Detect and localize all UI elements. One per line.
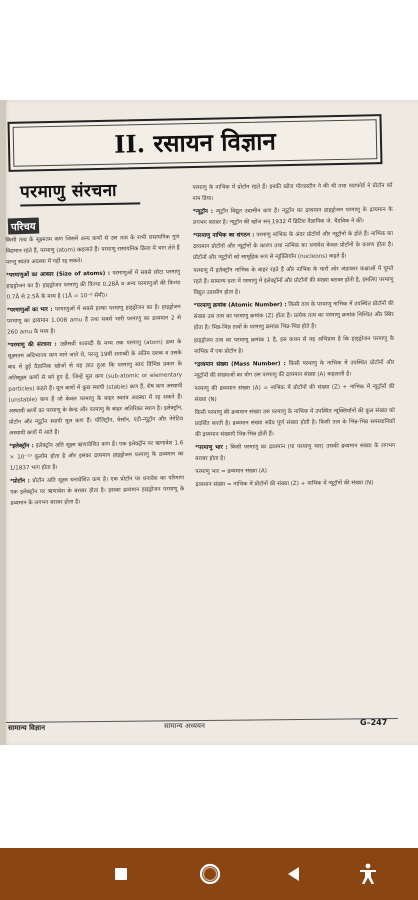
section-underline xyxy=(20,202,140,206)
paragraph xyxy=(193,264,393,299)
paragraph-body: प्रोटॉन अति सूक्ष्म धनावेशित कण है। एक प्रोटॉन पर धनावेश का परिमाण एक इलेक्ट्रॉन पर ऋणावेश के बराबर होता है। इसका द्रव्यमान हाइड्रोजन परमाणु के द्रव्यमान के लगभग बराबर होता है। xyxy=(10,475,185,507)
paragraph-body: परमाणु में इलेक्ट्रॉन नाभिक के बाहर रहते हैं और नाभिक के चारों ओर अंडाकार कक्षाओं में घूमते रहते हैं। सामान्य दशा में परमाणु में इलेक्ट्रॉनों और प्रोटॉनों की संख्या बराबर होती है, इसलिए परमाणु विद्युत उदासीन होता है। xyxy=(193,265,394,297)
paragraph-heading: *परमाणु की संरचना : xyxy=(7,341,57,349)
paragraph-body: किसी परमाणु का द्रव्यमान (या परमाणु भार) उसकी द्रव्यमान संख्या के लगभग बराबर होता है। xyxy=(195,442,396,463)
accessibility-icon xyxy=(352,858,384,890)
paragraph xyxy=(194,299,394,334)
paragraph xyxy=(9,438,184,474)
paragraph-heading: *परमाणु भार : xyxy=(195,444,228,452)
right-column-text xyxy=(192,181,395,493)
paragraph-body: परमाणु की द्रव्यमान संख्या (A) = नाभिक में प्रोटॉनों की संख्या (Z) + नाभिक में न्यूट्रॉनों की संख्या (N) xyxy=(194,383,395,404)
page-spine xyxy=(0,100,6,745)
footer-book-title: सामान्य अध्ययन xyxy=(164,722,205,730)
paragraph-heading: *न्यूट्रॉन : xyxy=(192,208,214,216)
accessibility-button[interactable] xyxy=(352,858,384,890)
paragraph xyxy=(195,465,395,478)
paragraph xyxy=(195,441,395,465)
paragraph-body: परमाणुओं में सबसे हल्का परमाणु हाइड्रोजन का है। हाइड्रोजन परमाणु का द्रव्यमान 1.008 amu है तथा सबसे भारी परमाणु का द्रव्यमान 2 से 260 amu के मध्य है। xyxy=(6,304,182,336)
paragraph-heading: *परमाणु क्रमांक (Atomic Number) : xyxy=(193,302,287,310)
section-heading-text: परमाणु संरचना xyxy=(19,180,118,203)
paragraph-body: किसी परमाणु के नाभिक में उपस्थित प्रोटॉनों और न्यूट्रॉनों की संख्याओं का योग उस परमाणु की द्रव्यमान संख्या (A) कहलाती है। xyxy=(194,359,395,380)
paragraph-body: हाइड्रोजन तत्व का परमाणु क्रमांक 1 है, इस कथन से यह अभिप्राय है कि हाइड्रोजन परमाणु के नाभिक में एक प्रोटॉन है। xyxy=(194,335,395,356)
recents-button[interactable] xyxy=(105,858,137,890)
page-number: G–247 xyxy=(360,718,388,727)
back-icon xyxy=(278,858,310,890)
paragraph-body: परमाणु नाभिक के अंदर प्रोटॉनों और न्यूट्रॉनों के होते हैं। नाभिक का द्रव्यमान प्रोटॉनों और न्यूट्रॉनों के कारण तथा नाभिक का धनावेश केवल प्रोटॉनों के कारण होता है। प्रोटॉनों और न्यूट्रॉनों को सामूहिक रूप से न्यूक्लियॉन (nucleons) कहते हैं। xyxy=(193,230,394,262)
section-heading xyxy=(20,177,188,204)
paragraph-body: किसी तत्व के सूक्ष्मतम कण जिसमें अन्य कणों से उस तत्व के सभी रासायनिक गुण विद्यमान रहते हैं, परमाणु (atom) कहलाते हैं। परमाणु रासायनिक क्रिया में भाग लेते हैं परन्तु स्वतंत्र अवस्था में नहीं रह सकते। xyxy=(5,234,180,266)
paragraph xyxy=(195,478,395,491)
paragraph-heading: *प्रोटॉन : xyxy=(10,478,30,485)
paragraph xyxy=(7,302,182,338)
paragraph-heading: *इलेक्ट्रॉन : xyxy=(9,443,34,450)
paragraph-body: द्रव्यमान संख्या = नाभिक में प्रोटॉनों की संख्या (Z) + नाभिक में न्यूट्रॉनों की संख्या (N) xyxy=(195,480,374,489)
paragraph-body: किसी तत्व के परमाणु नाभिक में उपस्थित प्रोटॉनों की संख्या उस तत्व का परमाणु क्रमांक (Z) होता है। प्रत्येक तत्व का परमाणु क्रमांक निश्चित और स्थिर होता है। भिन्न-भिन्न तत्वों के परमाणु क्रमांक भिन्न-भिन्न होते हैं। xyxy=(193,300,394,332)
home-button[interactable] xyxy=(194,858,226,890)
paragraph-heading: *द्रव्यमान संख्या (Mass Number) : xyxy=(194,361,286,369)
android-navigation-bar xyxy=(0,848,418,900)
paragraph xyxy=(193,229,393,264)
footer-subject: सामान्य विज्ञान xyxy=(8,724,45,732)
intro-tag: परिचय xyxy=(8,217,39,234)
home-icon xyxy=(194,858,226,890)
book-page xyxy=(0,100,418,745)
paragraph xyxy=(5,232,180,268)
recents-icon xyxy=(105,858,137,890)
paragraph-body: परमाणुओं में सबसे छोटा परमाणु हाइड्रोजन का है। हाइड्रोजन परमाणु की त्रिज्या 0.28Å व अन्य परमाणुओं की त्रिज्या 0.7Å से 2.5Å के मध्य है (1Å = 10⁻⁸ सेमी)। xyxy=(6,269,181,301)
paragraph-heading: *परमाणु नाभिक का संगठन : xyxy=(192,232,255,240)
paragraph-body: उन्नीसवीं शताब्दी के मध्य तक परमाणु (atom) द्रव्य के सूक्ष्मतम अविभाज्य कण माने जाते थे, परन्तु 19वीं शताब्दी के अंतिम दशक व उसके बाद में हुई वैज्ञानिक खोजों से यह ज्ञात हुआ कि परमाणु स्वयं विभिन्न प्रकार के अतिसूक्ष्म कणों से बने हुए हैं, जिन्हें मूल कण (sub-atomic or elementary particles) कहते हैं। मूल कणों में कुछ स्थायी (stable) कण हैं, शेष कण अस्थायी (unstable) कण हैं जो केवल परमाणु के बाहर स्वतंत्र अवस्था में रह सकते हैं। अस्थायी कणों का परमाणु के केन्द्र और परमाणु के बाहर अतिरिक्त स्थान है। इलेक्ट्रॉन, प्रोटॉन और न्यूट्रॉन स्थायी मूल कण हैं। पॉज़िट्रॉन, मेसॉन, एंटी-न्यूट्रॉन और नेगेटिव अस्थायी कणों में आते हैं। xyxy=(7,339,183,437)
paragraph-body: परमाणु भार = द्रव्यमान संख्या (A) xyxy=(195,468,267,476)
paragraph-heading: *परमाणुओं का भार : xyxy=(6,306,53,314)
paragraph xyxy=(10,473,185,509)
back-button[interactable] xyxy=(278,858,310,890)
paragraph-body: परमाणु के नाभिक में प्रोटॉन रहते हैं। इनकी खोज गोल्डस्टीन ने की थी तथा रदरफोर्ड ने प्रोटॉन को नाम दिया। xyxy=(192,182,393,203)
chapter-title: II. रसायन विज्ञान xyxy=(113,126,277,159)
paragraph xyxy=(194,382,394,406)
paragraph-body: इलेक्ट्रॉन अति सूक्ष्म ऋणावेशित कण हैं। एक इलेक्ट्रॉन पर ऋणावेश 1.6 × 10⁻¹⁹ कूलॉम होता है और इसका द्रव्यमान हाइड्रोजन परमाणु के द्रव्यमान का 1/1837 भाग होता है। xyxy=(9,440,184,472)
paragraph xyxy=(6,267,181,303)
paragraph xyxy=(194,334,394,358)
paragraph xyxy=(193,205,393,229)
paragraph xyxy=(192,181,392,205)
paragraph-body: न्यूट्रॉन विद्युत उदासीन कण है। न्यूट्रॉन का द्रव्यमान हाइड्रोजन परमाणु के द्रव्यमान के लगभग बराबर है। न्यूट्रॉन की खोज सन् 1932 में ब्रिटिश वैज्ञानिक जे. चैडविक ने की। xyxy=(192,206,393,227)
paragraph-body: किसी परमाणु की द्रव्यमान संख्या उस परमाणु के नाभिक में उपस्थित न्यूक्लियॉनों की कुल संख्या को प्रदर्शित करती है। द्रव्यमान संख्या सदैव पूर्ण संख्या होती है। किसी तत्व के भिन्न-भिन्न समस्थानिकों की द्रव्यमान संख्याएँ भिन्न-भिन्न होती हैं। xyxy=(194,407,395,439)
paragraph xyxy=(7,337,183,439)
paragraph xyxy=(194,358,394,382)
left-column-text xyxy=(5,232,184,511)
paragraph xyxy=(195,406,395,441)
chapter-title-box xyxy=(8,114,383,172)
paragraph-heading: *परमाणुओं का आकार (Size of atoms) : xyxy=(6,270,111,279)
